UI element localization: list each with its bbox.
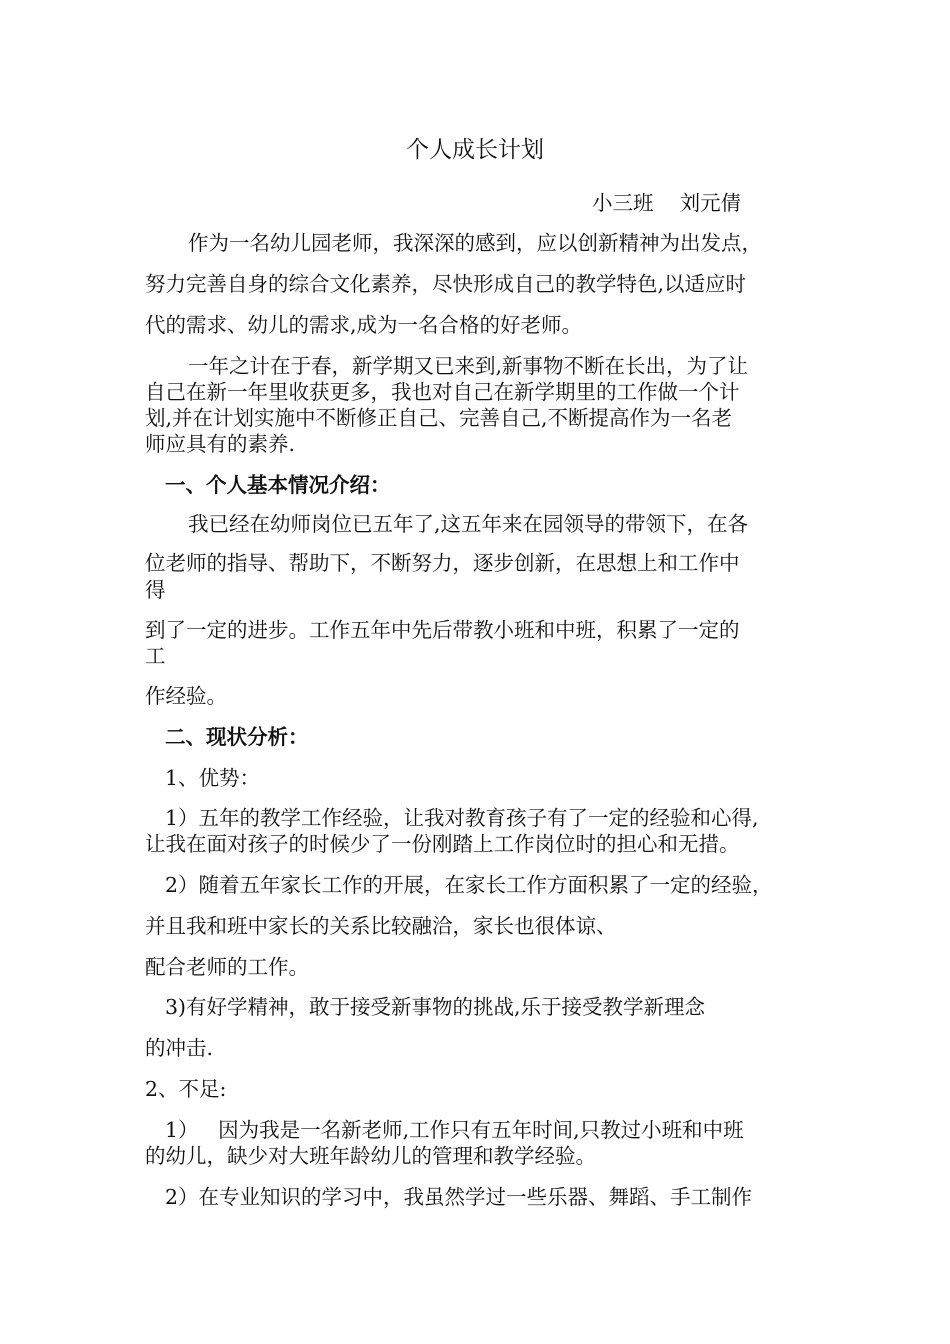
paragraph-line: 2）在专业知识的学习中，我虽然学过一些乐器、舞蹈、手工制作 bbox=[165, 1185, 753, 1209]
paragraph-line: 作为一名幼儿园老师，我深深的感到，应以创新精神为出发点， bbox=[188, 231, 762, 255]
paragraph-line: 1） 因为我是一名新老师,工作只有五年时间,只教过小班和中班 bbox=[165, 1118, 744, 1142]
document-title: 个人成长计划 bbox=[406, 137, 544, 163]
paragraph-line: 2、不足: bbox=[145, 1077, 227, 1101]
section-heading: 二、现状分析： bbox=[165, 725, 309, 749]
paragraph-line: 让我在面对孩子的时候少了一份刚踏上工作岗位时的担心和无措。 bbox=[145, 832, 740, 856]
paragraph-line: 划,并在计划实施中不断修正自己、完善自己,不断提高作为一名老 bbox=[145, 406, 733, 430]
paragraph-line: 到了一定的进步。工作五年中先后带教小班和中班，积累了一定的 bbox=[145, 618, 740, 642]
section-heading: 一、个人基本情况介绍： bbox=[165, 473, 391, 497]
paragraph-line: 师应具有的素养. bbox=[145, 432, 296, 456]
paragraph-line: 3)有好学精神，敢于接受新事物的挑战,乐于接受教学新理念 bbox=[165, 995, 706, 1019]
paragraph-line: 努力完善自身的综合文化素养，尽快形成自己的教学特色,以适应时 bbox=[145, 272, 747, 296]
paragraph-line: 的幼儿，缺少对大班年龄幼儿的管理和教学经验。 bbox=[145, 1144, 596, 1168]
paragraph-line: 配合老师的工作。 bbox=[145, 955, 309, 979]
paragraph-line: 的冲击. bbox=[145, 1036, 214, 1060]
paragraph-line: 代的需求、幼儿的需求,成为一名合格的好老师。 bbox=[145, 313, 583, 337]
paragraph-line: 并且我和班中家长的关系比较融洽，家长也很体谅、 bbox=[145, 914, 617, 938]
paragraph-line: 1、优势： bbox=[165, 766, 261, 790]
paragraph-line: 作经验。 bbox=[145, 684, 227, 708]
paragraph-line: 工 bbox=[145, 644, 166, 668]
paragraph-line: 2）随着五年家长工作的开展，在家长工作方面积累了一定的经验， bbox=[165, 873, 773, 897]
paragraph-line: 得 bbox=[145, 578, 166, 602]
paragraph-line: 一年之计在于春，新学期又已来到,新事物不断在长出，为了让 bbox=[188, 354, 749, 378]
paragraph-line: 位老师的指导、帮助下，不断努力，逐步创新，在思想上和工作中 bbox=[145, 551, 740, 575]
paragraph-line: 我已经在幼师岗位已五年了,这五年来在园领导的带领下，在各 bbox=[188, 512, 749, 536]
author-line: 小三班 刘元倩 bbox=[592, 191, 742, 215]
paragraph-line: 1）五年的教学工作经验，让我对教育孩子有了一定的经验和心得, bbox=[165, 806, 759, 830]
paragraph-line: 自己在新一年里收获更多，我也对自己在新学期里的工作做一个计 bbox=[145, 380, 740, 404]
